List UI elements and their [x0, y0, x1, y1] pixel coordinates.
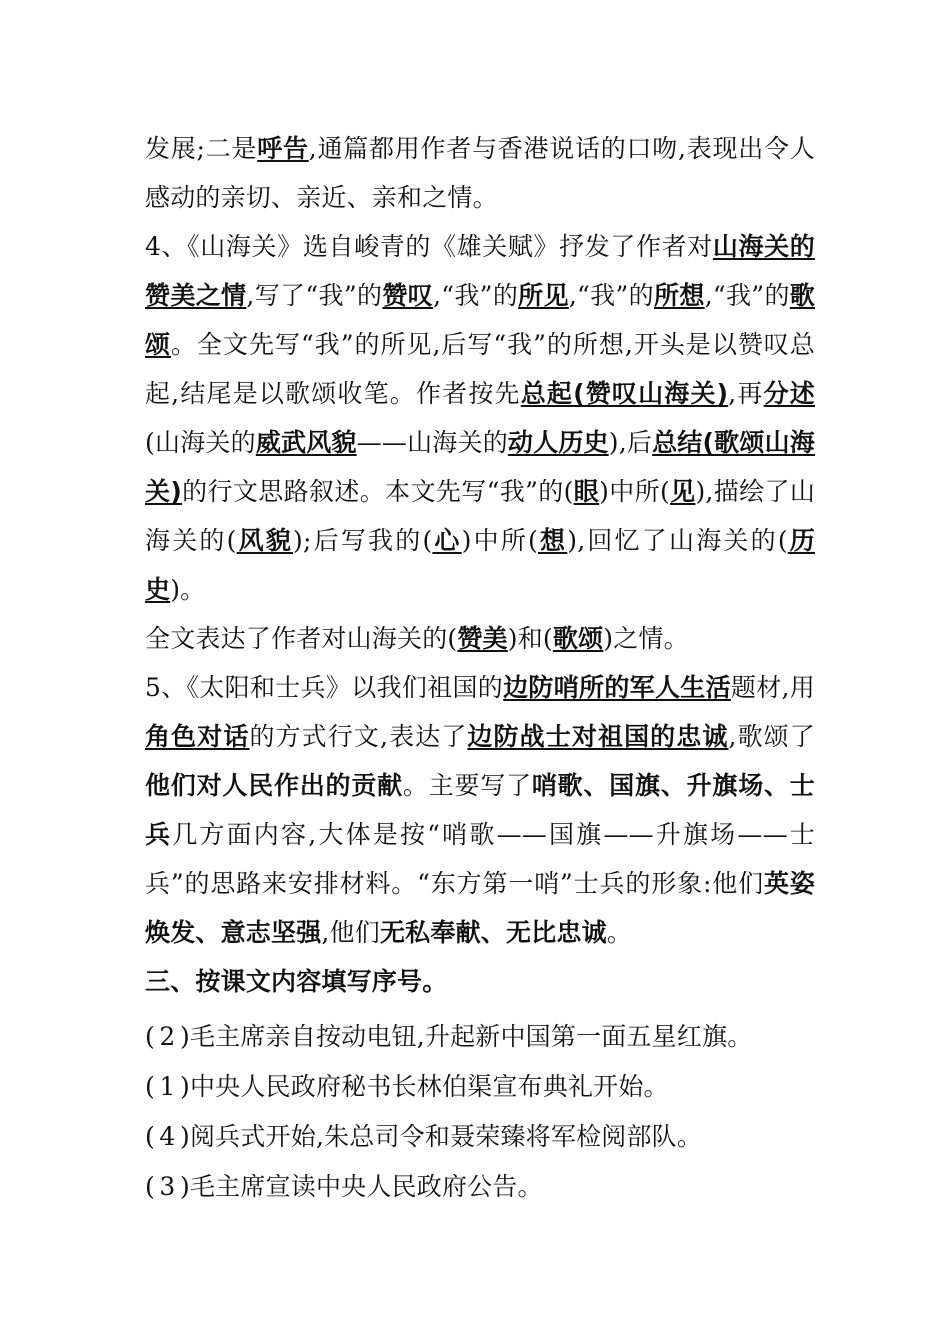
answer-term-bold: 他们对人民作出的贡献 — [145, 771, 403, 800]
text-segment: ,他们 — [321, 918, 380, 947]
answer-term: 赞叹 — [382, 281, 434, 310]
paragraph-5 — [145, 663, 815, 957]
answer-term: 所想 — [653, 281, 705, 310]
text-segment: 题材,用 — [730, 673, 815, 702]
answer-term: 角色对话 — [145, 722, 250, 751]
answer-term: 想 — [538, 526, 568, 555]
answer-term: 总起(赞叹山海关) — [520, 379, 729, 408]
answer-term: 分述 — [763, 379, 815, 408]
order-number: 4 — [159, 1122, 176, 1151]
order-item — [145, 1162, 815, 1211]
answer-term: 边防战士对祖国的忠诚 — [467, 722, 729, 751]
text-segment: 发展;二是 — [145, 134, 258, 163]
answer-term-bold: 无私奉献、无比忠诚 — [379, 918, 607, 947]
paragraph-4 — [145, 222, 815, 614]
open-paren: ( — [145, 1172, 155, 1201]
text-segment: ,歌颂了 — [728, 722, 815, 751]
answer-term: 动人历史 — [507, 428, 609, 457]
answer-term: 呼告 — [257, 134, 309, 163]
answer-term: 赞美 — [457, 624, 508, 653]
order-text: 阅兵式开始,朱总司令和聂荣臻将军检阅部队。 — [189, 1122, 703, 1151]
order-item — [145, 1012, 815, 1061]
paragraph-3-continuation — [145, 124, 815, 222]
answer-term-bold: 英姿焕发、意志坚强 — [145, 869, 816, 947]
text-segment: 4、《山海关》选自峻青的《雄关赋》抒发了作者对 — [145, 232, 713, 261]
answer-term: 歌颂 — [145, 281, 815, 359]
text-segment: 。全文先写“我”的所见,后写“我”的所想,开头是以赞叹总起,结尾是以歌颂收笔。作者按先 — [145, 330, 815, 408]
text-segment: ,“我”的 — [704, 281, 790, 310]
order-item — [145, 1112, 815, 1161]
order-item — [145, 1062, 815, 1111]
answer-term: 眼 — [573, 477, 600, 506]
open-paren: ( — [145, 1022, 155, 1051]
close-paren: ) — [179, 1072, 190, 1101]
order-text: 毛主席宣读中央人民政府公告。 — [189, 1172, 543, 1201]
text-segment: ,“我”的 — [433, 281, 519, 310]
paragraph-4-conclusion — [145, 614, 815, 663]
text-segment: ,通篇都用作者与香港说话的口吻,表现出令人感动的亲切、亲近、亲和之情。 — [145, 134, 815, 212]
answer-term: 山海关的赞美之情 — [145, 232, 815, 310]
close-paren: ) — [179, 1022, 190, 1051]
answer-term: 风貌 — [236, 526, 294, 555]
text-segment: (山海关的 — [145, 428, 256, 457]
text-segment: 全文表达了作者对山海关的( — [145, 624, 458, 653]
answer-term: 威武风貌 — [255, 428, 357, 457]
text-segment: );后写我的( — [293, 526, 433, 555]
text-segment: )中所( — [599, 477, 670, 506]
text-segment: 的行文思路叙述。本文先写“我”的( — [182, 477, 574, 506]
text-segment: ,写了“我”的 — [246, 281, 383, 310]
text-segment: )中所( — [461, 526, 538, 555]
text-segment: 。 — [606, 918, 632, 947]
answer-term: 历史 — [145, 526, 815, 604]
section-heading: 三、按课文内容填写序号。 — [145, 967, 448, 996]
text-segment: )之情。 — [603, 624, 689, 653]
open-paren: ( — [145, 1072, 155, 1101]
text-segment: 的方式行文,表达了 — [249, 722, 468, 751]
answer-term-bold: 哨歌、国旗、升旗场、士兵 — [145, 771, 815, 849]
answer-term: 总结(歌颂山海关) — [145, 428, 815, 506]
close-paren: ) — [179, 1172, 190, 1201]
order-number: 2 — [159, 1022, 176, 1051]
order-number: 1 — [159, 1072, 176, 1101]
text-segment: 。主要写了 — [402, 771, 532, 800]
order-number: 3 — [159, 1172, 176, 1201]
order-text: 中央人民政府秘书长林伯渠宣布典礼开始。 — [189, 1072, 669, 1101]
text-segment: ,再 — [728, 379, 764, 408]
open-paren: ( — [145, 1122, 155, 1151]
text-segment: ),回忆了山海关的( — [567, 526, 788, 555]
text-segment: ,“我”的 — [568, 281, 654, 310]
text-segment: 5、《太阳和士兵》以我们祖国的 — [145, 673, 504, 702]
text-segment: ),后 — [608, 428, 653, 457]
answer-term: 歌颂 — [552, 624, 604, 653]
text-segment: ——山海关的 — [356, 428, 508, 457]
answer-term: 心 — [432, 526, 462, 555]
text-segment: )。 — [170, 575, 206, 604]
text-segment: )和( — [507, 624, 553, 653]
answer-term: 所见 — [518, 281, 569, 310]
answer-term: 边防哨所的军人生活 — [503, 673, 731, 702]
close-paren: ) — [179, 1122, 190, 1151]
answer-term: 见 — [669, 477, 696, 506]
order-text: 毛主席亲自按动电钮,升起新中国第一面五星红旗。 — [189, 1022, 753, 1051]
text-segment: 几方面内容,大体是按“哨歌——国旗——升旗场——士兵”的思路来安排材料。“东方第一哨”士兵的形象:他们 — [145, 820, 815, 898]
text-segment: ),描绘了山海关的( — [145, 477, 816, 555]
